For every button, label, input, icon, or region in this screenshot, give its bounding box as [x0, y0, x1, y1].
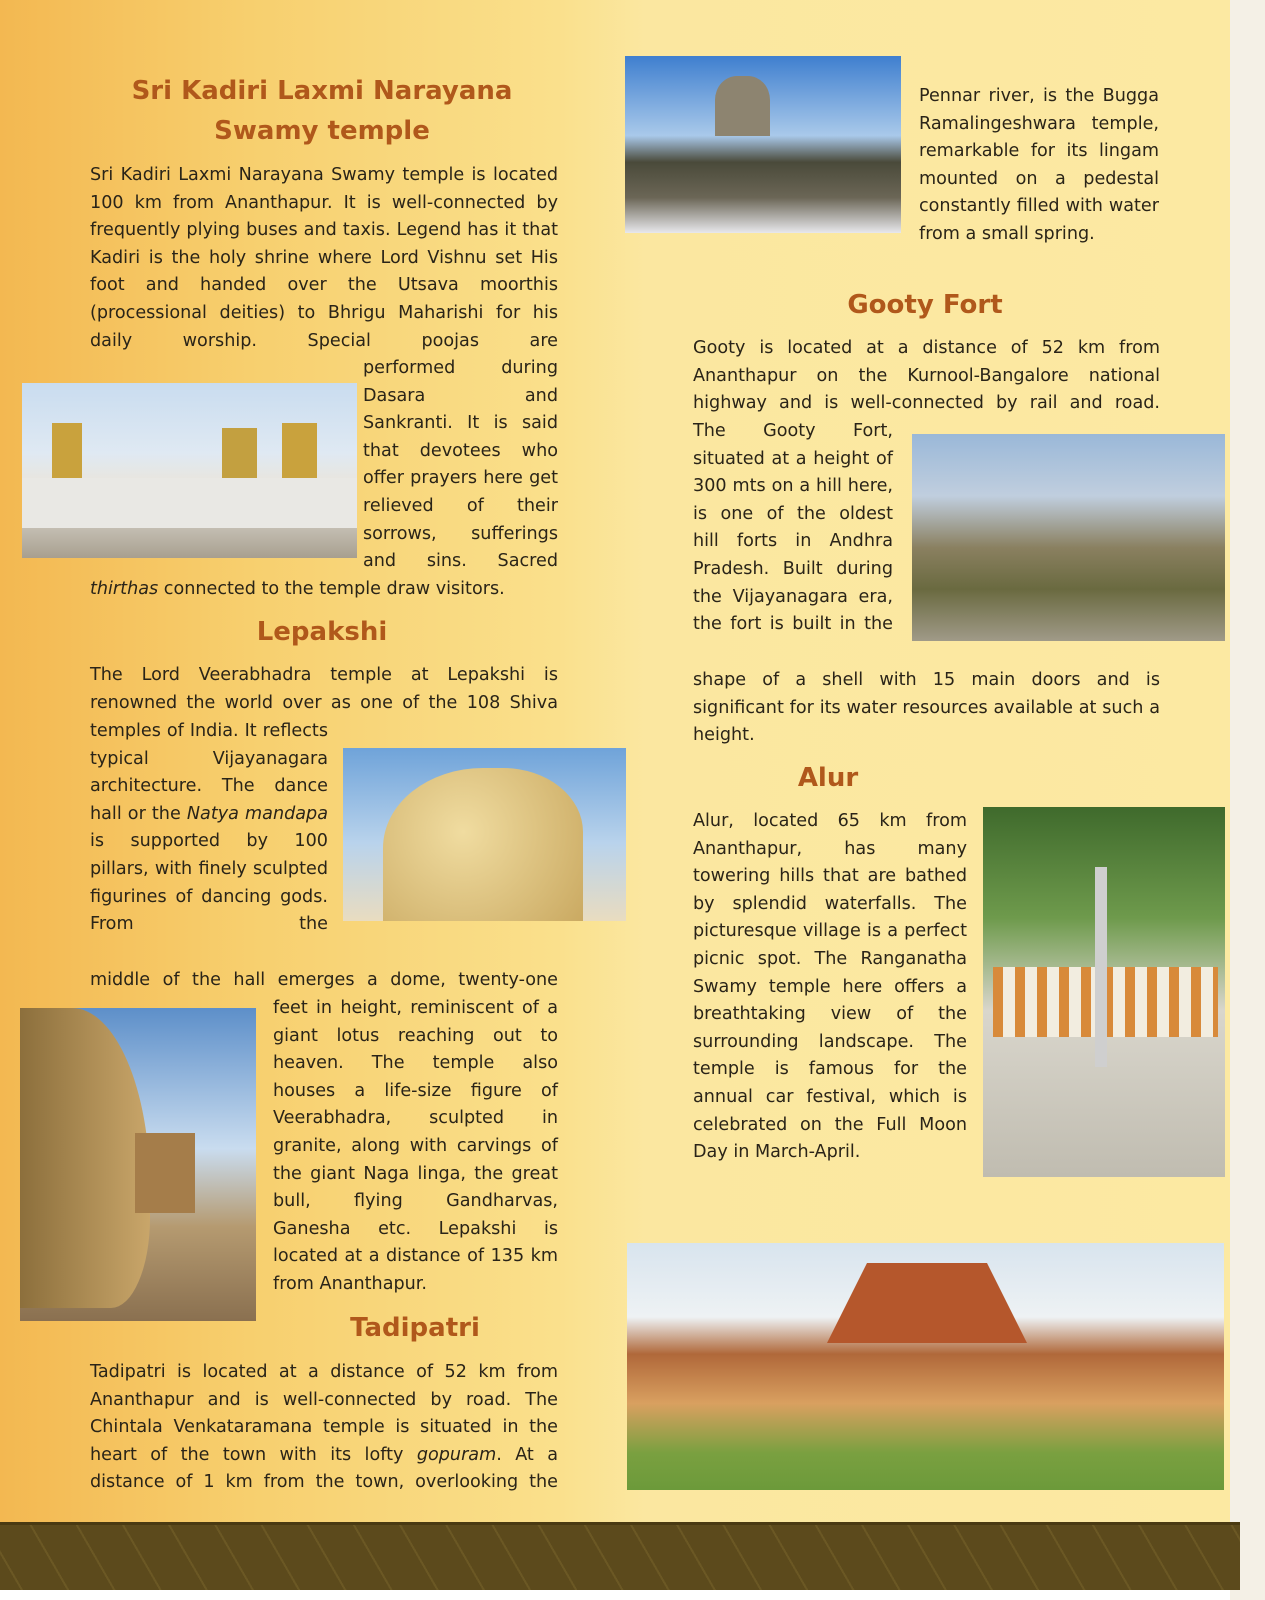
kadiri-temple-photo: [22, 383, 357, 558]
alur-temple-photo: [983, 807, 1225, 1177]
kadiri-text-3: [90, 576, 558, 604]
gooty-text-2: The Gooty Fort, situated at a height of 300 mts on a hill here, is one of the oldest hill forts in Andhra Pradesh. Built during the Vijayanagara era, the fort is built in the: [693, 421, 893, 635]
kadiri-text-2: performed during Dasara and Sankranti. It is said that devotees who offer prayers here get relieved of their sorrows, sufferings and sins. Sacred: [363, 358, 558, 572]
lepakshi-text-3: middle of the hall emerges a dome, twenty-one: [90, 970, 558, 990]
decorative-border: [0, 1522, 1240, 1590]
tadipatri-text-1a: Tadipatri is located at a distance of 52 km from Ananthapur and is well-connected by road. The Chintala Venkataramana temple is situated in the heart of the town with its lofty: [90, 1362, 558, 1465]
gooty-text-3: shape of a shell with 15 main doors and is significant for its water resources available at such a height.: [693, 670, 1160, 746]
tadipatri-text-1b: . At a distance of 1 km from the town, overlooking the: [90, 1444, 559, 1493]
guest-house-photo: [627, 1243, 1224, 1490]
lepakshi-title: Lepakshi: [256, 617, 388, 647]
tadipatri-title: Tadipatri: [350, 1313, 480, 1343]
italic-term: Natya mandapa: [186, 803, 328, 824]
gooty-text-1: Gooty is located at a distance of 52 km from Ananthapur on the Kurnool-Bangalore national highway and is well-connected by rail and road.: [693, 338, 1160, 414]
alur-text: Alur, located 65 km from Ananthapur, has many towering hills that are bathed by splendid waterfalls. The picturesque village is a perfect picnic spot. The Ranganatha Swamy temple here offers a breathtaking view of the surrounding landscape. The temple is famous for the annual car festival, which is celebrated on the Full Moon Day in March-April.: [693, 811, 967, 1163]
kadiri-title-line1: Sri Kadiri Laxmi Narayana: [131, 76, 513, 106]
lepakshi-text-1: The Lord Veerabhadra temple at Lepakshi is renowned the world over as one of the 108 Shiva: [90, 665, 558, 713]
nandi-bull-photo: [343, 748, 626, 921]
page-edge: [1230, 0, 1265, 1600]
lepakshi-text-2a: temples of India. It reflects typical Vijayanagara architecture. The dance hall or the: [90, 721, 328, 824]
lepakshi-text-2b: is supported by 100 pillars, with finely sculpted figurines of dancing gods. From the: [90, 831, 328, 935]
kadiri-text-1: Sri Kadiri Laxmi Narayana Swamy temple is located 100 km from Ananthapur. It is well-connected by frequently plying buses and taxis. Legend has it that Kadiri is the holy shrine where Lord Vishnu set His foot and handed over the Utsava moorthis (processional deities) to Bhrigu Maharishi for his daily worship. Special poojas are: [90, 165, 558, 351]
italic-term: thirthas: [90, 579, 159, 599]
bugga-temple-photo: [625, 56, 901, 233]
tadipatri-text-1: [90, 1359, 558, 1497]
alur-title: Alur: [797, 763, 859, 793]
kadiri-title-line2: Swamy temple: [214, 116, 430, 146]
gooty-fort-photo: [912, 434, 1225, 641]
lepakshi-text-4: feet in height, reminiscent of a giant lotus reaching out to heaven. The temple also houses a life-size figure of Veerabhadra, sculpted in granite, along with carvings of the giant Naga linga, the great bull, flying Gandharvas, Ganesha etc. Lepakshi is located at a distance of 135 km from Ananthapur.: [273, 998, 558, 1294]
italic-term: gopuram: [416, 1444, 497, 1465]
kadiri-text-3-rest: connected to the temple draw visitors.: [158, 579, 505, 599]
tadipatri-text-2: Pennar river, is the Bugga Ramalingeshwara temple, remarkable for its lingam mounted on a pedestal constantly filled with water from a small spring.: [919, 86, 1159, 244]
naga-linga-photo: [20, 1008, 256, 1321]
lepakshi-text-2: [90, 718, 328, 939]
gooty-title: Gooty Fort: [847, 290, 1003, 320]
